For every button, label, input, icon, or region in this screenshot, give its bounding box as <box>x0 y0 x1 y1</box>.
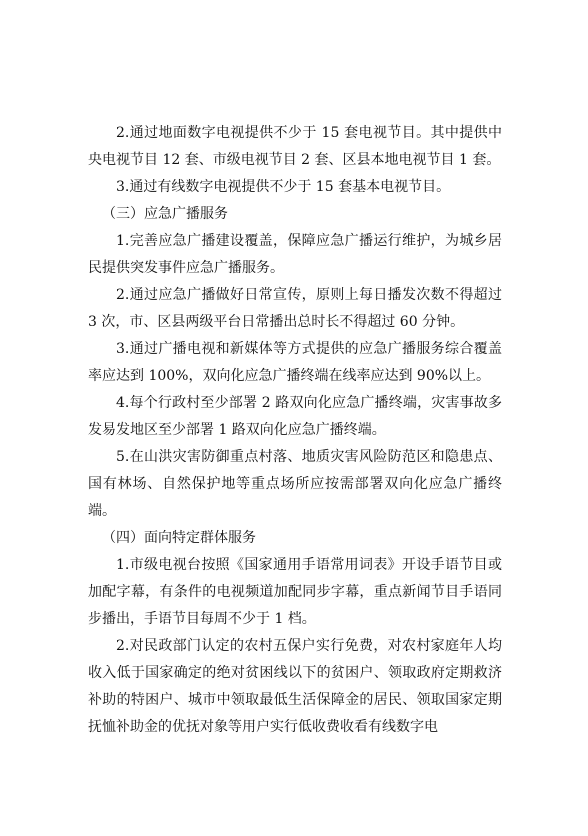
paragraph-emergency-rate: 3.通过广播电视和新媒体等方式提供的应急广播服务综合覆盖率应达到 100%，双向化应急广播终端在线率应达到 90%以上。 <box>88 341 502 384</box>
paragraph-emergency-daily: 2.通过应急广播做好日常宣传，原则上每日播发次数不得超过 3 次，市、区县两级平台日常播出总时长不得超过 60 分钟。 <box>88 287 502 330</box>
paragraph-fee-policy: 2.对民政部门认定的农村五保户实行免费，对农村家庭年人均收入低于国家确定的绝对贫困线以下的贫困户、领取政府定期救济补助的特困户、城市中领取最低生活保障金的居民、领取国家定期抚恤补助金的优抚对象等用户实行低收费收看有线数字电 <box>88 638 502 735</box>
section-heading-special-groups: （四）面向特定群体服务 <box>102 530 256 546</box>
paragraph-sign-language: 1.市级电视台按照《国家通用手语常用词表》开设手语节目或加配字幕，有条件的电视频道加配同步字幕，重点新闻节目手语同步播出，手语节目每周不少于 1 档。 <box>88 557 502 627</box>
paragraph-key-sites: 5.在山洪灾害防御重点村落、地质灾害风险防范区和隐患点、国有林场、自然保护地等重点场所应按需部署双向化应急广播终端。 <box>88 449 502 519</box>
paragraph-cable-tv: 3.通过有线数字电视提供不少于 15 套基本电视节目。 <box>116 179 451 195</box>
paragraph-village-terminals: 4.每个行政村至少部署 2 路双向化应急广播终端，灾害事故多发易发地区至少部署 1 路双向化应急广播终端。 <box>88 395 502 438</box>
section-heading-emergency-broadcast: （三）应急广播服务 <box>102 206 228 222</box>
paragraph-terrestrial-tv: 2.通过地面数字电视提供不少于 15 套电视节目。其中提供中央电视节目 12 套、市级电视节目 2 套、区县本地电视节目 1 套。 <box>88 125 502 168</box>
paragraph-emergency-coverage: 1.完善应急广播建设覆盖，保障应急广播运行维护，为城乡居民提供突发事件应急广播服务。 <box>88 233 502 276</box>
document-body <box>88 120 502 741</box>
